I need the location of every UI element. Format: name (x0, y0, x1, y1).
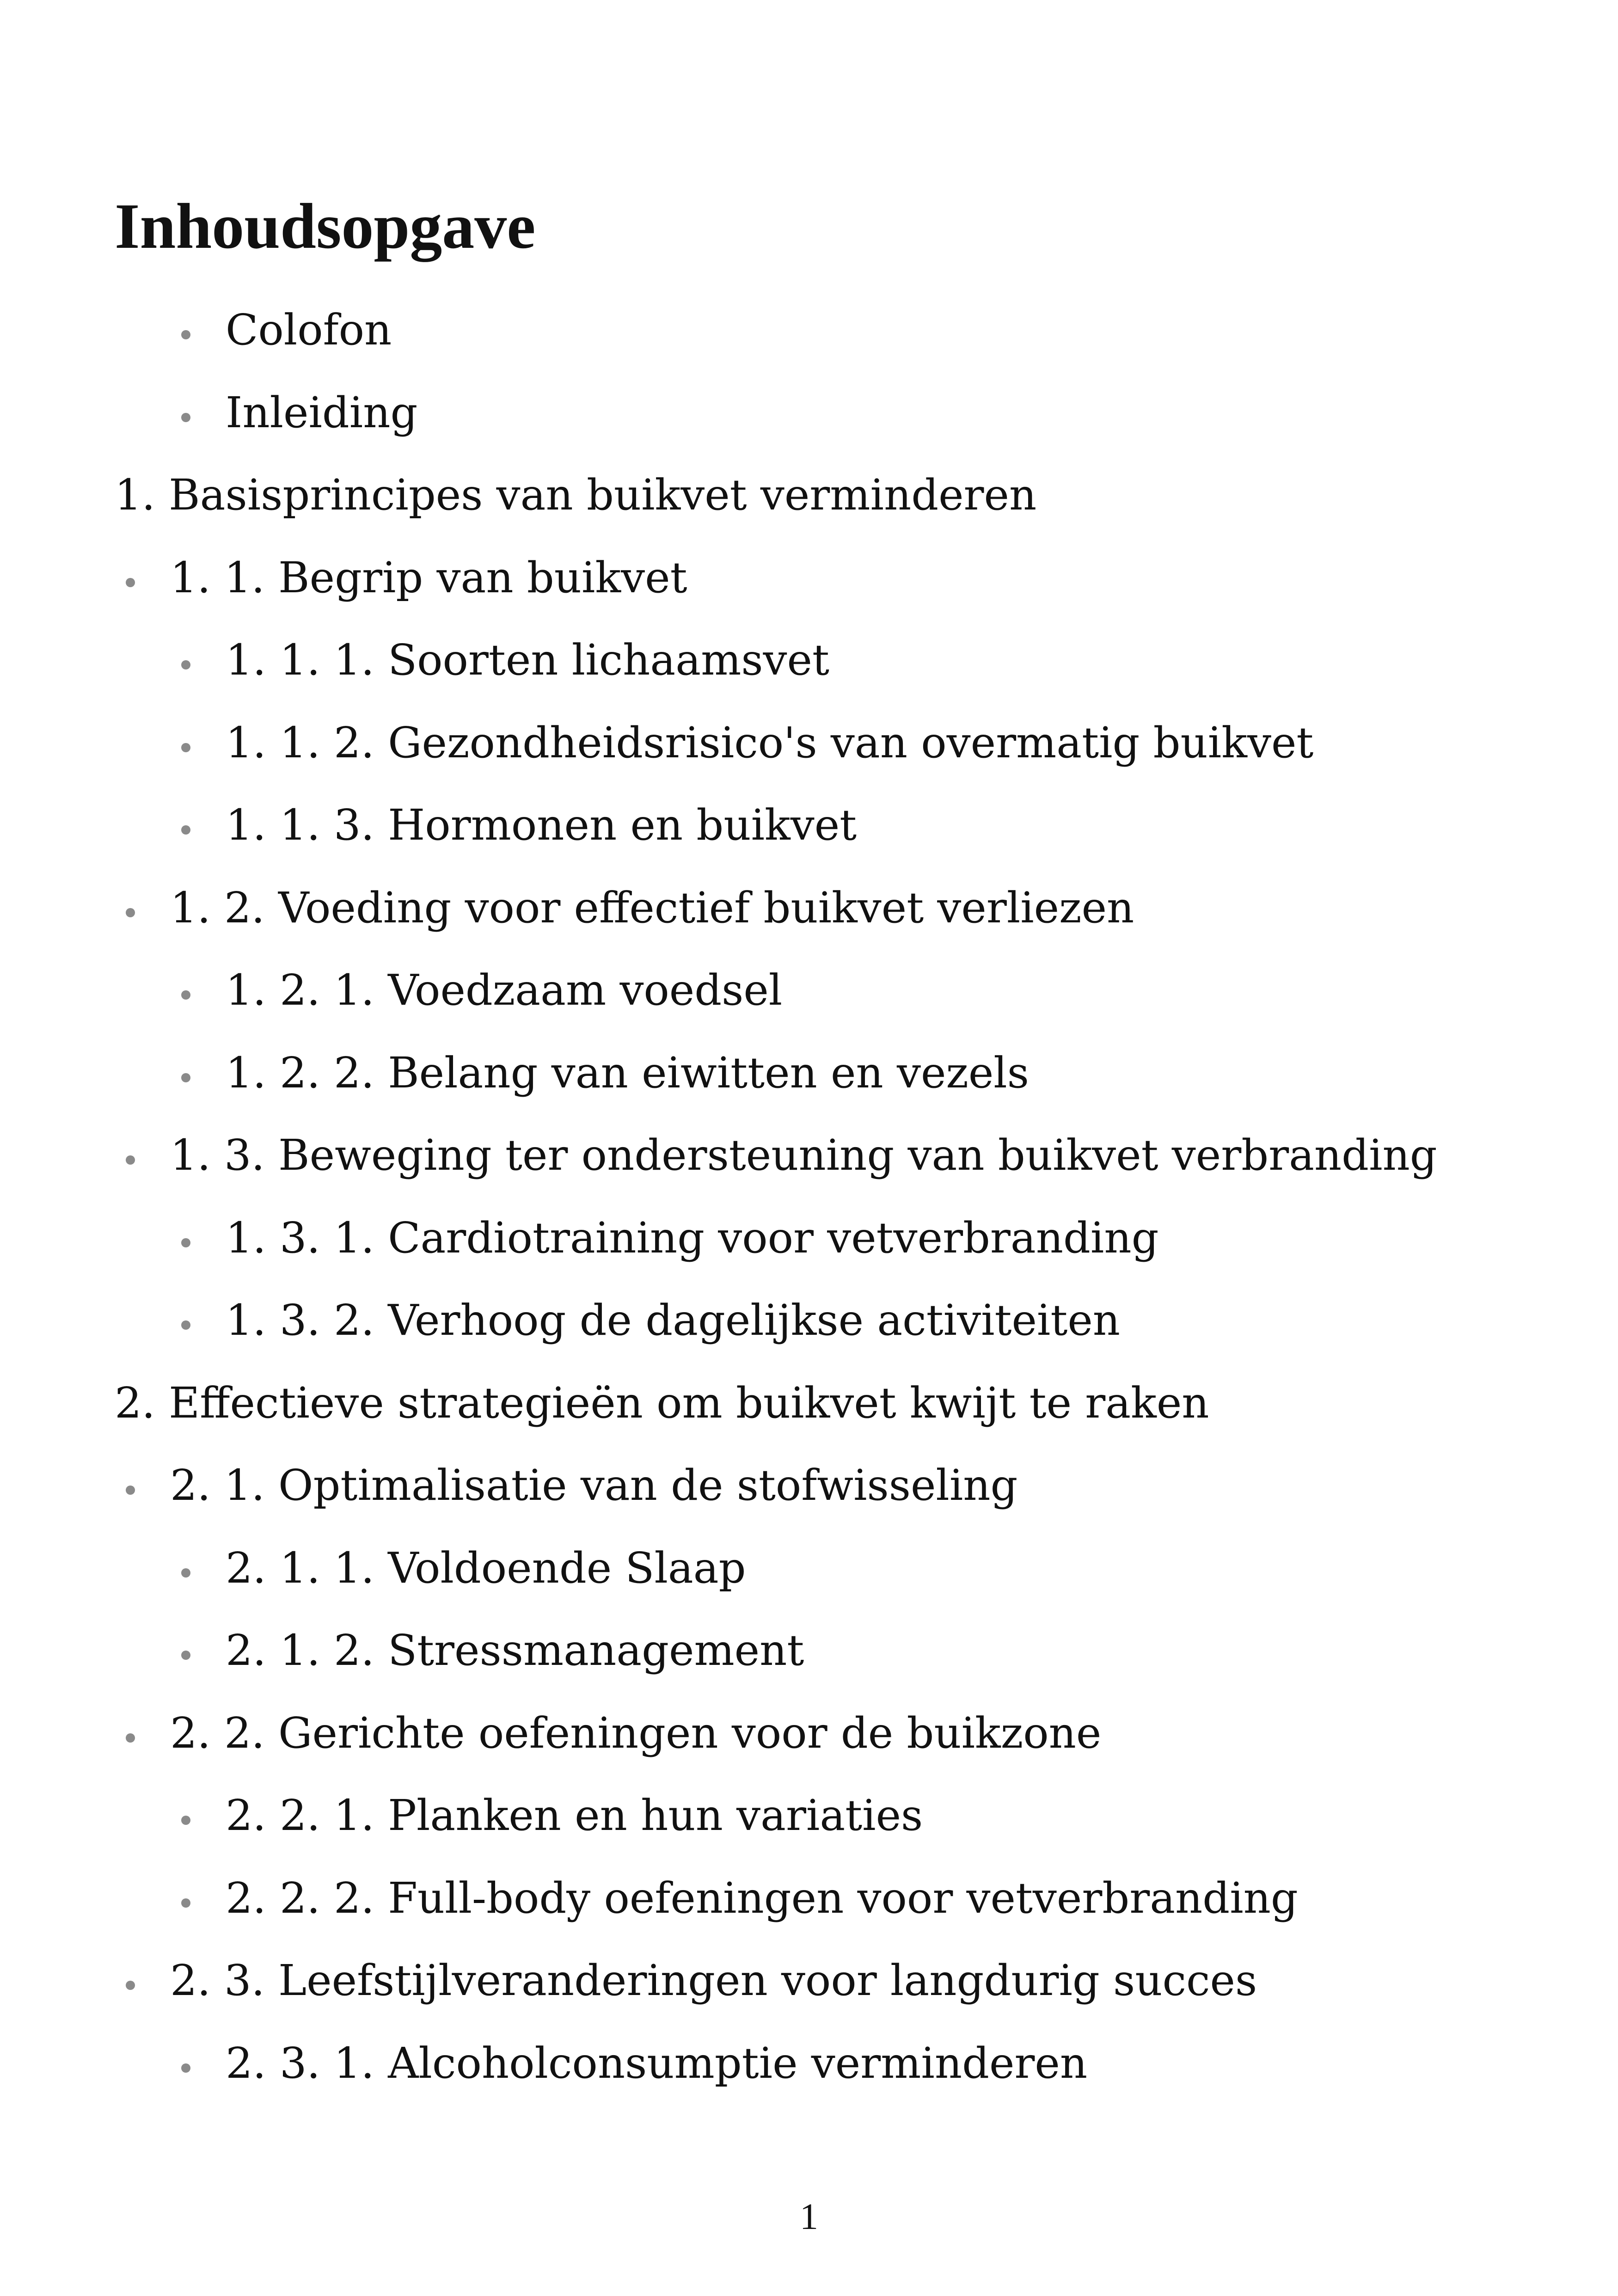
page-title: Inhoudsopgave (115, 190, 536, 262)
toc-entry[interactable]: 1. 1. Begrip van buikvet (170, 553, 687, 602)
toc-entry[interactable]: 2. 1. 1. Voldoende Slaap (226, 1543, 746, 1593)
bullet-icon (181, 1073, 190, 1082)
bullet-icon (181, 330, 190, 339)
bullet-icon (181, 413, 190, 422)
bullet-icon (181, 990, 190, 1000)
toc-entry[interactable]: 1. 2. 1. Voedzaam voedsel (226, 965, 783, 1015)
bullet-icon (181, 825, 190, 835)
bullet-icon (181, 1568, 190, 1578)
bullet-icon (126, 1486, 135, 1495)
bullet-icon (126, 1155, 135, 1165)
bullet-icon (181, 1651, 190, 1660)
bullet-icon (126, 908, 135, 917)
toc-entry[interactable]: 1. 3. 1. Cardiotraining voor vetverbranding (226, 1213, 1159, 1263)
toc-entry[interactable]: 1. 2. Voeding voor effectief buikvet verliezen (170, 883, 1134, 933)
toc-entry[interactable]: 2. 3. 1. Alcoholconsumptie verminderen (226, 2038, 1088, 2088)
toc-entry[interactable]: Colofon (226, 305, 392, 355)
bullet-icon (126, 578, 135, 587)
bullet-icon (126, 1733, 135, 1743)
bullet-icon (181, 1320, 190, 1330)
bullet-icon (181, 743, 190, 752)
toc-entry[interactable]: 2. Effectieve strategieën om buikvet kwijt te raken (115, 1378, 1209, 1428)
toc-entry[interactable]: 2. 2. 2. Full-body oefeningen voor vetverbranding (226, 1873, 1298, 1923)
toc-entry[interactable]: Inleiding (226, 387, 418, 437)
bullet-icon (181, 2063, 190, 2073)
bullet-icon (181, 660, 190, 669)
bullet-icon (181, 1816, 190, 1825)
toc-entry[interactable]: 2. 2. 1. Planken en hun variaties (226, 1791, 923, 1840)
toc-entry[interactable]: 1. 3. 2. Verhoog de dagelijkse activiteiten (226, 1295, 1121, 1345)
toc-entry[interactable]: 1. Basisprincipes van buikvet verminderen (115, 470, 1037, 520)
toc-entry[interactable]: 1. 2. 2. Belang van eiwitten en vezels (226, 1048, 1029, 1098)
toc-entry[interactable]: 2. 3. Leefstijlveranderingen voor langdurig succes (170, 1956, 1257, 2005)
toc-entry[interactable]: 1. 1. 3. Hormonen en buikvet (226, 800, 857, 850)
toc-entry[interactable]: 2. 1. Optimalisatie van de stofwisseling (170, 1461, 1018, 1510)
bullet-icon (126, 1981, 135, 1990)
toc-entry[interactable]: 2. 2. Gerichte oefeningen voor de buikzone (170, 1708, 1102, 1758)
toc-entry[interactable]: 1. 1. 2. Gezondheidsrisico's van overmatig buikvet (226, 718, 1314, 767)
bullet-icon (181, 1238, 190, 1247)
toc-entry[interactable]: 1. 1. 1. Soorten lichaamsvet (226, 635, 829, 685)
bullet-icon (181, 1898, 190, 1908)
page-number: 1 (800, 2197, 818, 2237)
toc-entry[interactable]: 2. 1. 2. Stressmanagement (226, 1626, 804, 1675)
toc-entry[interactable]: 1. 3. Beweging ter ondersteuning van buikvet verbranding (170, 1130, 1437, 1180)
